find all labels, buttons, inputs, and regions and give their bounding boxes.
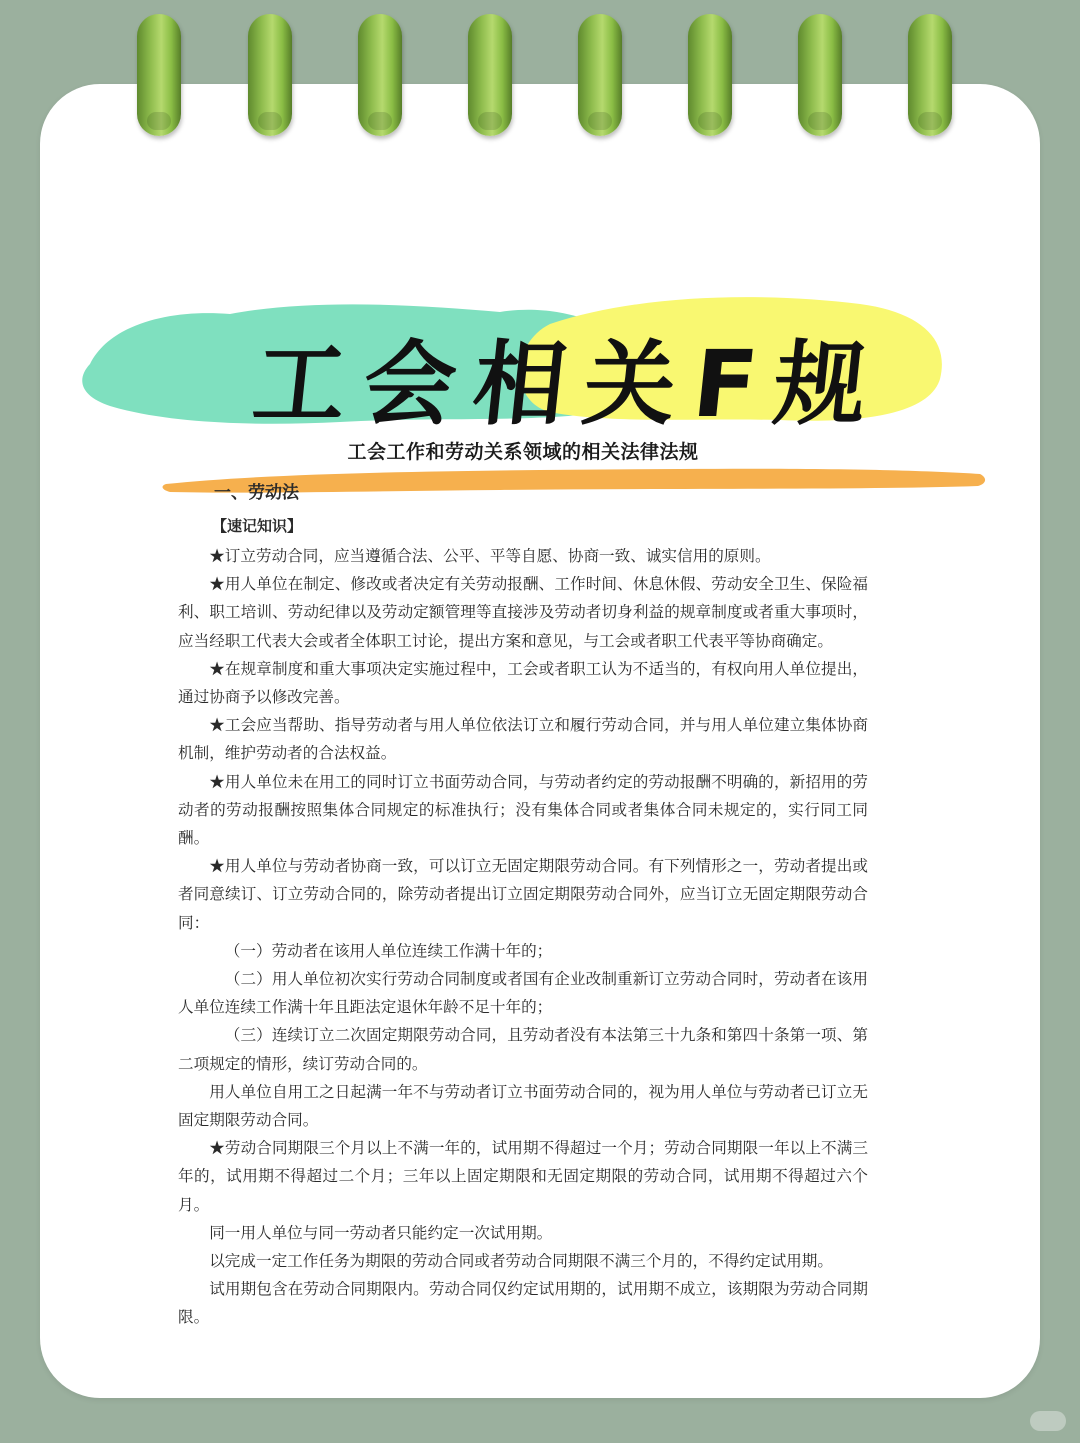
- law-document: [178, 436, 868, 1332]
- paragraph: ★在规章制度和重大事项决定实施过程中，工会或者职工认为不适当的，有权向用人单位提出，通过协商予以修改完善。: [178, 659, 868, 707]
- binder-ring: [248, 14, 292, 136]
- paragraph: 同一用人单位与同一劳动者只能约定一次试用期。: [209, 1223, 553, 1242]
- paragraph: ★用人单位与劳动者协商一致，可以订立无固定期限劳动合同。有下列情形之一，劳动者提出或者同意续订、订立劳动合同的，除劳动者提出订立固定期限劳动合同外，应当订立无固定期限劳动合同：: [178, 857, 868, 932]
- list-item: （三）连续订立二次固定期限劳动合同，且劳动者没有本法第三十九条和第四十条第一项、第二项规定的情形，续订劳动合同的。: [178, 1026, 868, 1073]
- paragraph: 以完成一定工作任务为期限的劳动合同或者劳动合同期限不满三个月的，不得约定试用期。: [209, 1252, 833, 1271]
- quick-notes-tag: 【速记知识】: [212, 517, 303, 535]
- paragraph: ★用人单位在制定、修改或者决定有关劳动报酬、工作时间、休息休假、劳动安全卫生、保险福利、职工培训、劳动纪律以及劳动定额管理等直接涉及劳动者切身利益的规章制度或者重大事项时，应当经职工代表大会或者全体职工讨论，提出方案和意见，与工会或者职工代表平等协商确定。: [178, 575, 868, 650]
- paragraph: ★用人单位未在用工的同时订立书面劳动合同，与劳动者约定的劳动报酬不明确的，新招用的劳动者的劳动报酬按照集体合同规定的标准执行；没有集体合同或者集体合同未规定的，实行同工同酬。: [178, 772, 868, 848]
- list-item: （一）劳动者在该用人单位连续工作满十年的；: [224, 941, 553, 960]
- binder-ring: [137, 14, 181, 136]
- paragraph: ★劳动合同期限三个月以上不满一年的，试用期不得超过一个月；劳动合同期限一年以上不满三年的，试用期不得超过二个月；三年以上固定期限和无固定期限的劳动合同，试用期不得超过六个月。: [178, 1139, 868, 1214]
- binder-ring: [798, 14, 842, 136]
- binder-ring: [688, 14, 732, 136]
- paragraph: 试用期包含在劳动合同期限内。劳动合同仅约定试用期的，试用期不成立，该期限为劳动合同期限。: [178, 1280, 868, 1327]
- binder-ring: [908, 14, 952, 136]
- paragraph: ★订立劳动合同，应当遵循合法、公平、平等自愿、协商一致、诚实信用的原则。: [209, 547, 771, 565]
- paragraph: 用人单位自用工之日起满一年不与劳动者订立书面劳动合同的，视为用人单位与劳动者已订立无固定期限劳动合同。: [178, 1082, 868, 1130]
- binder-ring: [578, 14, 622, 136]
- binder-ring: [468, 14, 512, 136]
- watermark-logo: [1030, 1411, 1066, 1431]
- binder-ring: [358, 14, 402, 136]
- section-heading: 一、劳动法: [214, 483, 299, 503]
- title-banner: [135, 289, 1005, 444]
- document-title: 工会工作和劳动关系领域的相关法律法规: [347, 441, 699, 463]
- paragraph: ★工会应当帮助、指导劳动者与用人单位依法订立和履行劳动合同，并与用人单位建立集体协商机制，维护劳动者的合法权益。: [178, 716, 868, 763]
- page-title: 工会相关F规: [248, 331, 891, 438]
- notebook-page: [40, 84, 1040, 1398]
- list-item: （二）用人单位初次实行劳动合同制度或者国有企业改制重新订立劳动合同时，劳动者在该用人单位连续工作满十年且距法定退休年龄不足十年的；: [178, 970, 868, 1017]
